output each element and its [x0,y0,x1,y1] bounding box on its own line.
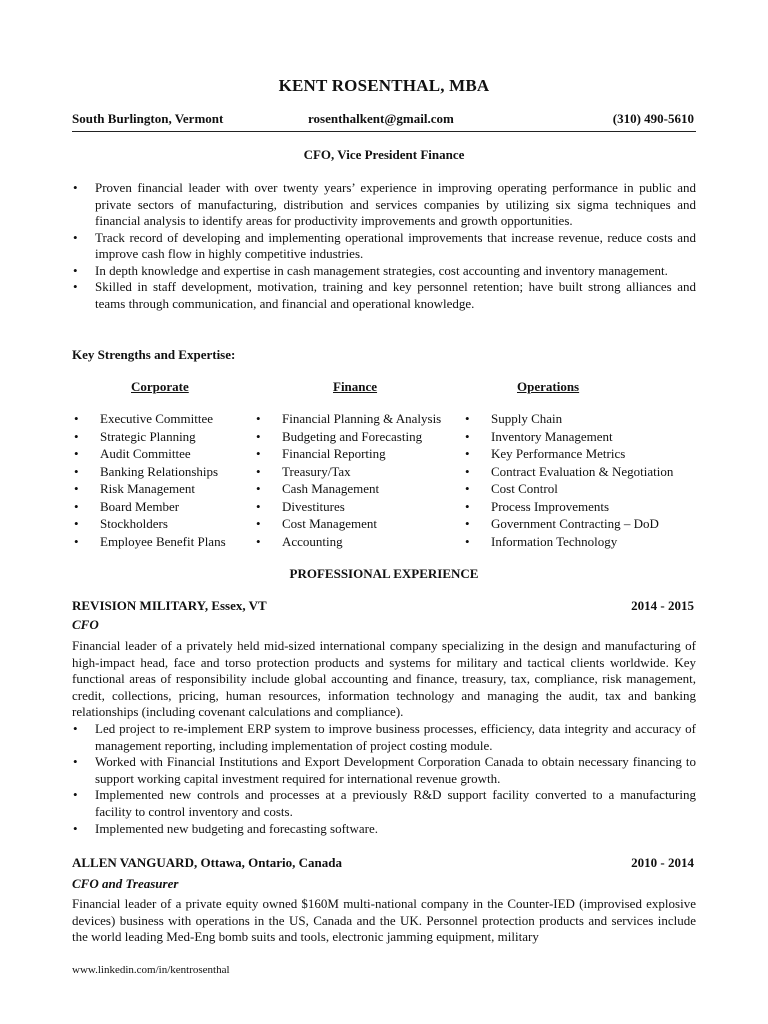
skill-item: • Financial Reporting [254,445,441,463]
job-header [72,598,696,616]
summary-item: • Track record of developing and implementing operational improvements that increase revenue, reduce costs and improve cash flow in highly competitive industries. [72,230,696,263]
skill-item: • Budgeting and Forecasting [254,428,441,446]
strengths-heading: Key Strengths and Expertise: [72,347,236,362]
job-header [72,855,696,873]
skill-item: • Audit Committee [72,445,226,463]
contact-line [72,111,696,132]
summary-item: • In depth knowledge and expertise in cash management strategies, cost accounting and inventory management. [72,263,696,280]
job-company: ALLEN VANGUARD, Ottawa, Ontario, Canada [72,855,343,870]
achievement-item: • Implemented new controls and processes at a previously R&D support facility converted to a manufacturing facility to control inventory and costs. [72,787,696,820]
headline: CFO, Vice President Finance [303,147,465,162]
skill-item: • Supply Chain [463,410,673,428]
phone-number: (310) 490-5610 [612,111,694,126]
job-body [72,896,696,946]
summary-list [72,180,696,312]
candidate-name: KENT ROSENTHAL, MBA [278,76,490,95]
skill-item: • Government Contracting – DoD [463,515,673,533]
skill-item: • Treasury/Tax [254,463,441,481]
job-company: REVISION MILITARY, Essex, VT [72,598,267,613]
achievement-item: • Worked with Financial Institutions and Export Development Corporation Canada to obtain necessary financing to support working capital investment required for international revenue growth. [72,754,696,787]
skill-item: • Strategic Planning [72,428,226,446]
job-description: Financial leader of a private equity owned $160M multi-national company in the Counter-IED (improvised explosive devices) business with operations in the US, Canada and the UK. Personnel protection products and services include the world leading Med-Eng bomb suits and tools, electronic jamming equipment, military [72,896,696,945]
job-body [72,638,696,837]
job-description: Financial leader of a privately held mid-sized international company specializing in the design and manufacturing of high-impact head, face and torso protection products and systems for military and tactical clients worldwide. Key functional areas of responsibility include global accounting and finance, treasury, tax, compliance, risk management, credit, collections, pricing, human resources, information technology and managing the audit, tax and banking relationships (including covenant calculations and compliance). [72,638,696,720]
job-dates: 2010 - 2014 [631,855,694,870]
achievement-item: • Implemented new budgeting and forecasting software. [72,821,696,838]
summary-item: • Skilled in staff development, motivation, training and key personnel retention; have built strong alliances and teams through communication, and financial and operational knowledge. [72,279,696,312]
skill-item: • Cost Management [254,515,441,533]
skill-item: • Executive Committee [72,410,226,428]
skill-item: • Contract Evaluation & Negotiation [463,463,673,481]
skill-item: • Stockholders [72,515,226,533]
skill-item: • Divestitures [254,498,441,516]
skill-item: • Cost Control [463,480,673,498]
column-heading-operations: Operations [517,379,580,394]
skill-item: • Accounting [254,533,441,551]
operations-skills-list [463,410,673,550]
email-link[interactable]: rosenthalkent@gmail.com [308,111,454,126]
corporate-skills-list [72,410,226,550]
linkedin-link[interactable]: www.linkedin.com/in/kentrosenthal [72,964,230,976]
job-dates: 2014 - 2015 [631,598,694,613]
skill-item: • Process Improvements [463,498,673,516]
skill-item: • Financial Planning & Analysis [254,410,441,428]
skill-item: • Cash Management [254,480,441,498]
column-heading-corporate: Corporate [131,379,189,394]
finance-skills-list [254,410,441,550]
experience-heading: PROFESSIONAL EXPERIENCE [289,566,479,581]
achievement-item: • Led project to re-implement ERP system to improve business processes, efficiency, data integrity and accuracy of management reporting, including implementation of project costing module. [72,721,696,754]
job-role: CFO [72,617,99,632]
skill-item: • Key Performance Metrics [463,445,673,463]
column-heading-finance: Finance [333,379,378,394]
skill-item: • Inventory Management [463,428,673,446]
skill-item: • Risk Management [72,480,226,498]
skill-item: • Board Member [72,498,226,516]
skill-item: • Banking Relationships [72,463,226,481]
job-role: CFO and Treasurer [72,876,179,891]
location: South Burlington, Vermont [72,111,224,126]
skill-item: • Employee Benefit Plans [72,533,226,551]
job-achievements [72,721,696,837]
summary-item: • Proven financial leader with over twenty years’ experience in improving operating performance in public and private sectors of manufacturing, distribution and services companies by utilizing six sigma techniques and financial analysis to identify areas for productivity improvements and growth opportunities. [72,180,696,230]
skill-item: • Information Technology [463,533,673,551]
